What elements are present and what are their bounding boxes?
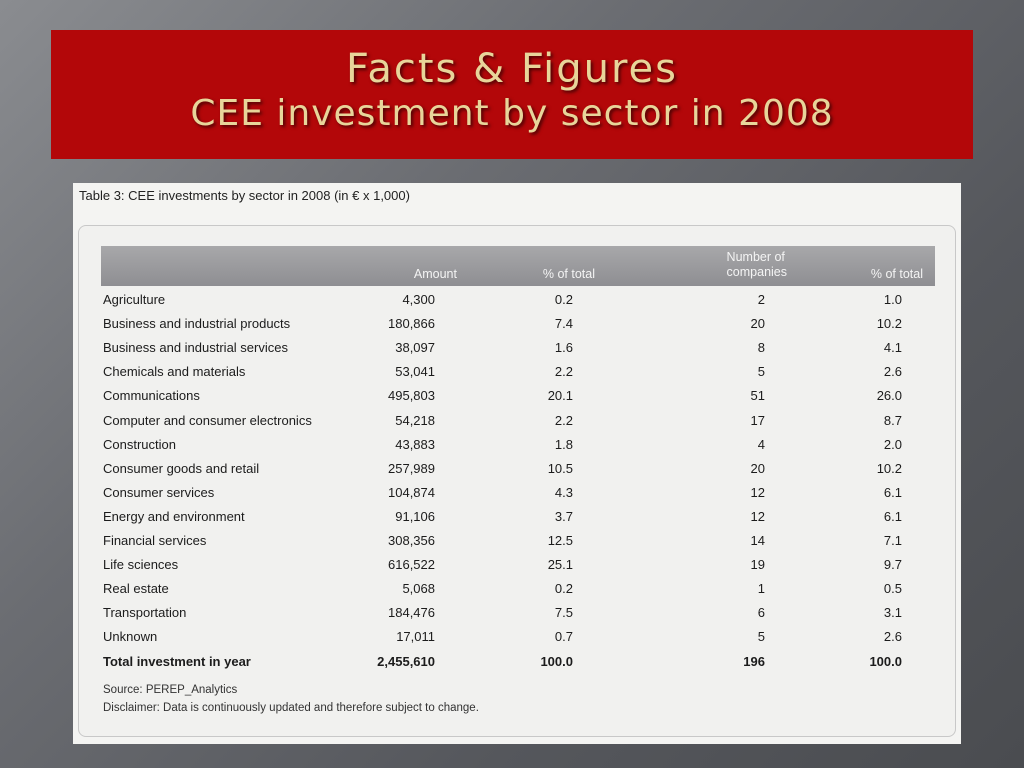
title-banner [51, 30, 973, 159]
cell-pct-total-2: 4.1 [883, 340, 902, 356]
cell-pct-total-1: 25.1 [547, 557, 573, 573]
header-amount: Amount [413, 267, 457, 281]
cell-amount: 104,874 [388, 484, 435, 500]
table-row [101, 553, 935, 577]
cell-sector: Computer and consumer electronics [103, 412, 312, 428]
cell-amount: 616,522 [388, 557, 435, 573]
cell-num-companies: 14 [750, 533, 765, 548]
cell-pct-total-1: 10.5 [547, 460, 573, 476]
cell-pct-total-2: 2.6 [883, 364, 902, 380]
cell-amount: 43,883 [395, 436, 435, 452]
cell-num-companies: 20 [750, 460, 765, 476]
cell-amount: 17,011 [396, 629, 435, 645]
cell-pct-total-1: 0.7 [554, 629, 573, 645]
cell-pct-total-2: 2.0 [883, 436, 902, 452]
cell-pct-total-2: 3.1 [883, 605, 902, 621]
cell-amount: 180,866 [388, 316, 435, 332]
table-total-row [101, 650, 935, 674]
cell-pct-total-2: 9.7 [883, 557, 902, 573]
header-pct-total-1: % of total [542, 267, 595, 281]
table-row [101, 433, 935, 457]
cell-num-companies: 5 [757, 629, 765, 645]
cell-amount: 184,476 [388, 605, 435, 621]
cell-pct-total-2: 7.1 [883, 533, 902, 548]
table-row [101, 288, 935, 312]
cell-sector: Agriculture [103, 292, 166, 307]
cell-sector: Business and industrial services [103, 340, 288, 356]
cell-num-companies: 20 [750, 316, 765, 332]
table-row [101, 360, 935, 384]
cell-amount: 2,455,610 [377, 653, 435, 669]
cell-pct-total-1: 2.2 [554, 412, 573, 428]
table-scan [73, 183, 961, 744]
cell-pct-total-1: 0.2 [554, 581, 573, 597]
cell-pct-total-1: 7.4 [554, 316, 573, 332]
cell-amount: 91,106 [395, 508, 435, 524]
cell-pct-total-2: 2.6 [883, 629, 902, 645]
table-row [101, 505, 935, 529]
cell-sector: Life sciences [103, 557, 179, 573]
table-header [101, 246, 935, 286]
cell-num-companies: 6 [757, 605, 765, 621]
cell-num-companies: 12 [750, 508, 765, 524]
cell-pct-total-1: 2.2 [554, 364, 573, 380]
header-num-companies-line2: companies [726, 265, 787, 279]
cell-sector: Consumer goods and retail [103, 460, 260, 476]
cell-sector: Communications [103, 388, 200, 404]
cell-sector: Total investment in year [103, 653, 251, 669]
cell-amount: 257,989 [388, 460, 435, 476]
disclaimer-note: Disclaimer: Data is continuously updated and therefore subject to change. [103, 702, 479, 714]
slide-subtitle: CEE investment by sector in 2008 [190, 93, 834, 134]
table-row [101, 577, 935, 601]
cell-num-companies: 5 [757, 364, 765, 380]
cell-sector: Real estate [103, 581, 169, 597]
cell-pct-total-1: 4.3 [554, 484, 573, 500]
table-row [101, 529, 935, 553]
cell-sector: Energy and environment [103, 508, 245, 524]
cell-pct-total-1: 0.2 [554, 292, 573, 307]
cell-pct-total-1: 7.5 [554, 605, 573, 621]
table-row [101, 601, 935, 625]
cell-sector: Business and industrial products [103, 316, 291, 332]
cell-amount: 4,300 [402, 292, 435, 307]
table-row [101, 481, 935, 505]
cell-num-companies: 4 [757, 436, 765, 452]
cell-num-companies: 196 [743, 653, 765, 669]
table-row [101, 336, 935, 360]
cell-sector: Chemicals and materials [103, 364, 246, 380]
cell-amount: 54,218 [395, 412, 435, 428]
cell-sector: Consumer services [103, 484, 215, 500]
cell-amount: 495,803 [388, 388, 435, 404]
slide-title: Facts & Figures [346, 46, 678, 92]
cell-pct-total-1: 20.1 [547, 388, 573, 404]
table-row [101, 384, 935, 408]
cell-pct-total-2: 10.2 [876, 460, 902, 476]
table-row [101, 409, 935, 433]
cell-sector: Construction [103, 436, 176, 452]
cell-num-companies: 8 [757, 340, 765, 356]
cell-pct-total-1: 3.7 [554, 508, 573, 524]
cell-num-companies: 2 [757, 292, 765, 307]
table-row [101, 625, 935, 649]
cell-amount: 308,356 [388, 533, 435, 548]
cell-pct-total-2: 26.0 [876, 388, 902, 404]
cell-num-companies: 19 [750, 557, 765, 573]
cell-sector: Unknown [103, 629, 158, 645]
cell-pct-total-2: 6.1 [883, 484, 902, 500]
cell-sector: Financial services [103, 533, 207, 548]
cell-num-companies: 17 [750, 412, 765, 428]
cell-pct-total-1: 100.0 [540, 653, 573, 669]
cell-pct-total-1: 12.5 [547, 533, 573, 548]
cell-pct-total-2: 8.7 [883, 412, 902, 428]
cell-num-companies: 1 [757, 581, 765, 597]
cell-amount: 38,097 [395, 340, 435, 356]
cell-pct-total-2: 6.1 [883, 508, 902, 524]
cell-pct-total-2: 100.0 [869, 653, 902, 669]
header-num-companies-line1: Number of [726, 250, 785, 264]
header-num-companies [727, 250, 787, 280]
cell-amount: 53,041 [395, 364, 435, 380]
table-caption: Table 3: CEE investments by sector in 2008 (in € x 1,000) [79, 188, 410, 203]
cell-pct-total-2: 1.0 [883, 292, 902, 307]
table-panel [78, 225, 956, 737]
cell-sector: Transportation [103, 605, 187, 621]
table-row [101, 312, 935, 336]
cell-num-companies: 51 [750, 388, 765, 404]
cell-pct-total-2: 10.2 [876, 316, 902, 332]
cell-num-companies: 12 [750, 484, 765, 500]
cell-amount: 5,068 [402, 581, 435, 597]
header-pct-total-2: % of total [870, 267, 923, 281]
table-row [101, 457, 935, 481]
source-note: Source: PEREP_Analytics [103, 684, 238, 696]
cell-pct-total-2: 0.5 [883, 581, 902, 597]
cell-pct-total-1: 1.6 [554, 340, 573, 356]
cell-pct-total-1: 1.8 [554, 436, 573, 452]
